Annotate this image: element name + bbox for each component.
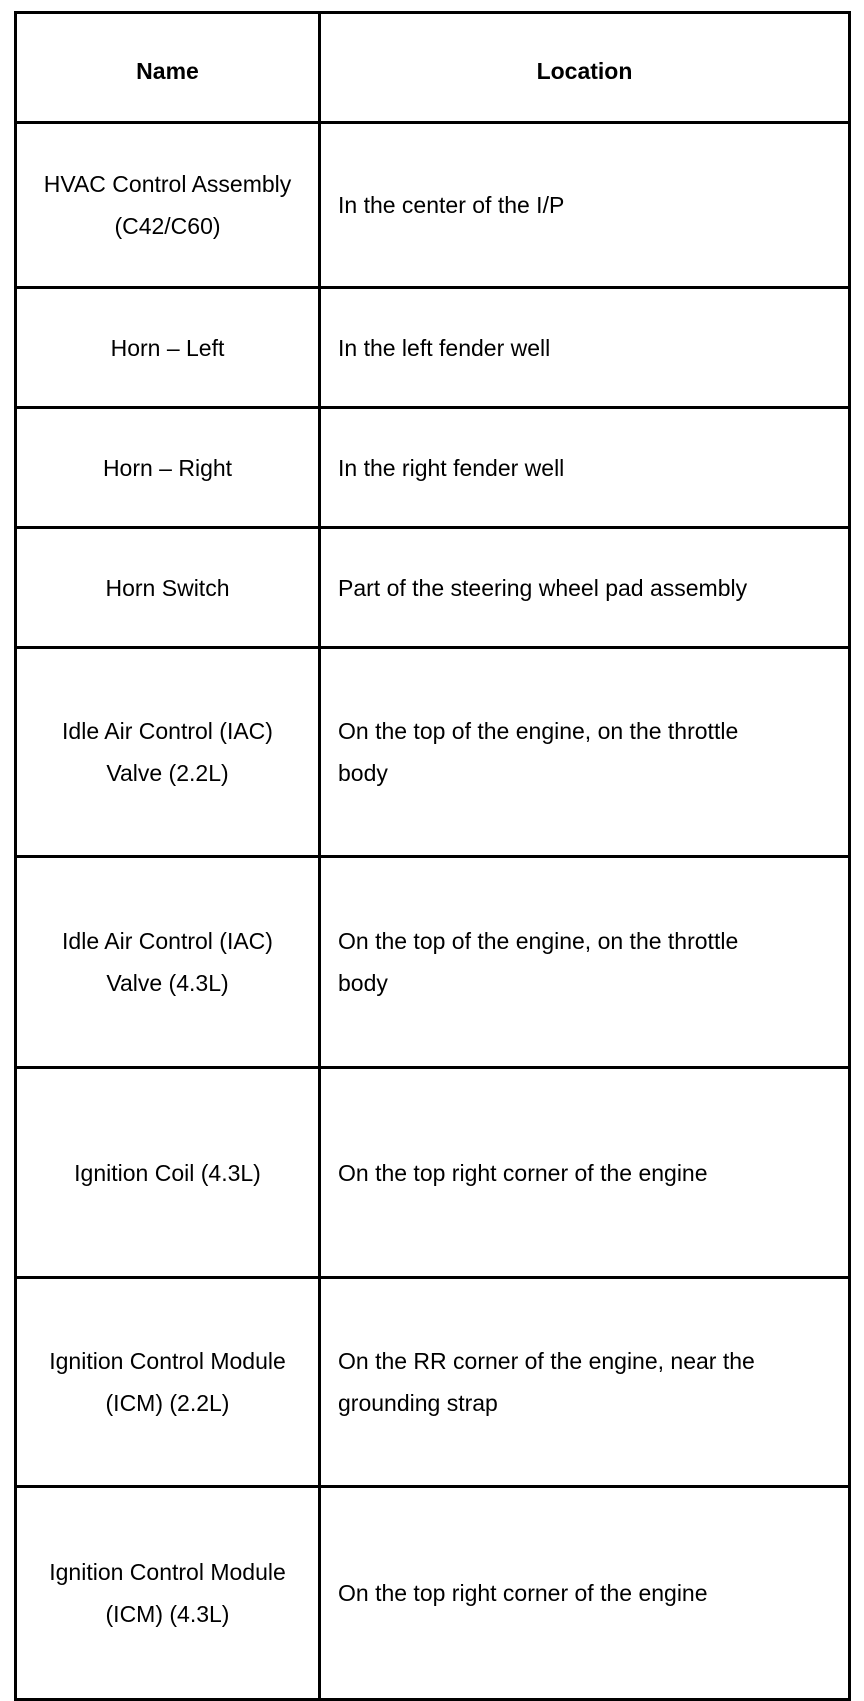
location-cell [320, 123, 850, 288]
table-header [16, 13, 850, 123]
name-cell [16, 123, 320, 288]
name-text: Horn – Right [102, 454, 233, 481]
location-text: Part of the steering wheel pad assembly [338, 574, 748, 601]
header-row [16, 13, 850, 123]
location-text: On the RR corner of the engine, near the grounding strap [338, 1348, 755, 1416]
table-row [16, 648, 850, 857]
location-text: On the top of the engine, on the throttle body [338, 718, 739, 786]
location-cell [320, 1487, 850, 1700]
location-cell [320, 288, 850, 408]
location-cell [320, 648, 850, 857]
location-text: On the top of the engine, on the throttle body [338, 928, 739, 996]
table-row [16, 123, 850, 288]
location-cell [320, 528, 850, 648]
location-cell [320, 1068, 850, 1278]
name-cell [16, 288, 320, 408]
table-row [16, 288, 850, 408]
table-row [16, 857, 850, 1068]
table-row [16, 408, 850, 528]
name-cell [16, 1487, 320, 1700]
name-cell [16, 648, 320, 857]
table-row [16, 1068, 850, 1278]
name-cell [16, 528, 320, 648]
table-row [16, 528, 850, 648]
location-text: In the left fender well [338, 334, 551, 361]
location-text: On the top right corner of the engine [338, 1580, 708, 1606]
name-cell [16, 857, 320, 1068]
name-cell [16, 1278, 320, 1487]
table-row [16, 1278, 850, 1487]
column-header-name: Name [16, 13, 320, 123]
name-text: Ignition Control Module (ICM) (4.3L) [49, 1559, 286, 1627]
location-text: In the right fender well [338, 454, 565, 481]
name-text: Horn Switch [105, 574, 230, 601]
location-text: In the center of the I/P [338, 192, 565, 218]
location-text: On the top right corner of the engine [338, 1159, 708, 1186]
table-body [16, 123, 850, 1700]
name-text: Horn – Left [110, 334, 225, 361]
location-cell [320, 857, 850, 1068]
name-text: Idle Air Control (IAC) Valve (4.3L) [62, 928, 273, 996]
name-text: Idle Air Control (IAC) Valve (2.2L) [62, 718, 273, 786]
column-header-location: Location [320, 13, 850, 123]
name-text: Ignition Control Module (ICM) (2.2L) [49, 1348, 286, 1416]
component-location-table [14, 11, 851, 1701]
name-cell [16, 1068, 320, 1278]
name-cell [16, 408, 320, 528]
location-cell [320, 1278, 850, 1487]
location-cell [320, 408, 850, 528]
name-text: Ignition Coil (4.3L) [74, 1159, 261, 1186]
table-row [16, 1487, 850, 1700]
name-text: HVAC Control Assembly (C42/C60) [43, 171, 292, 239]
